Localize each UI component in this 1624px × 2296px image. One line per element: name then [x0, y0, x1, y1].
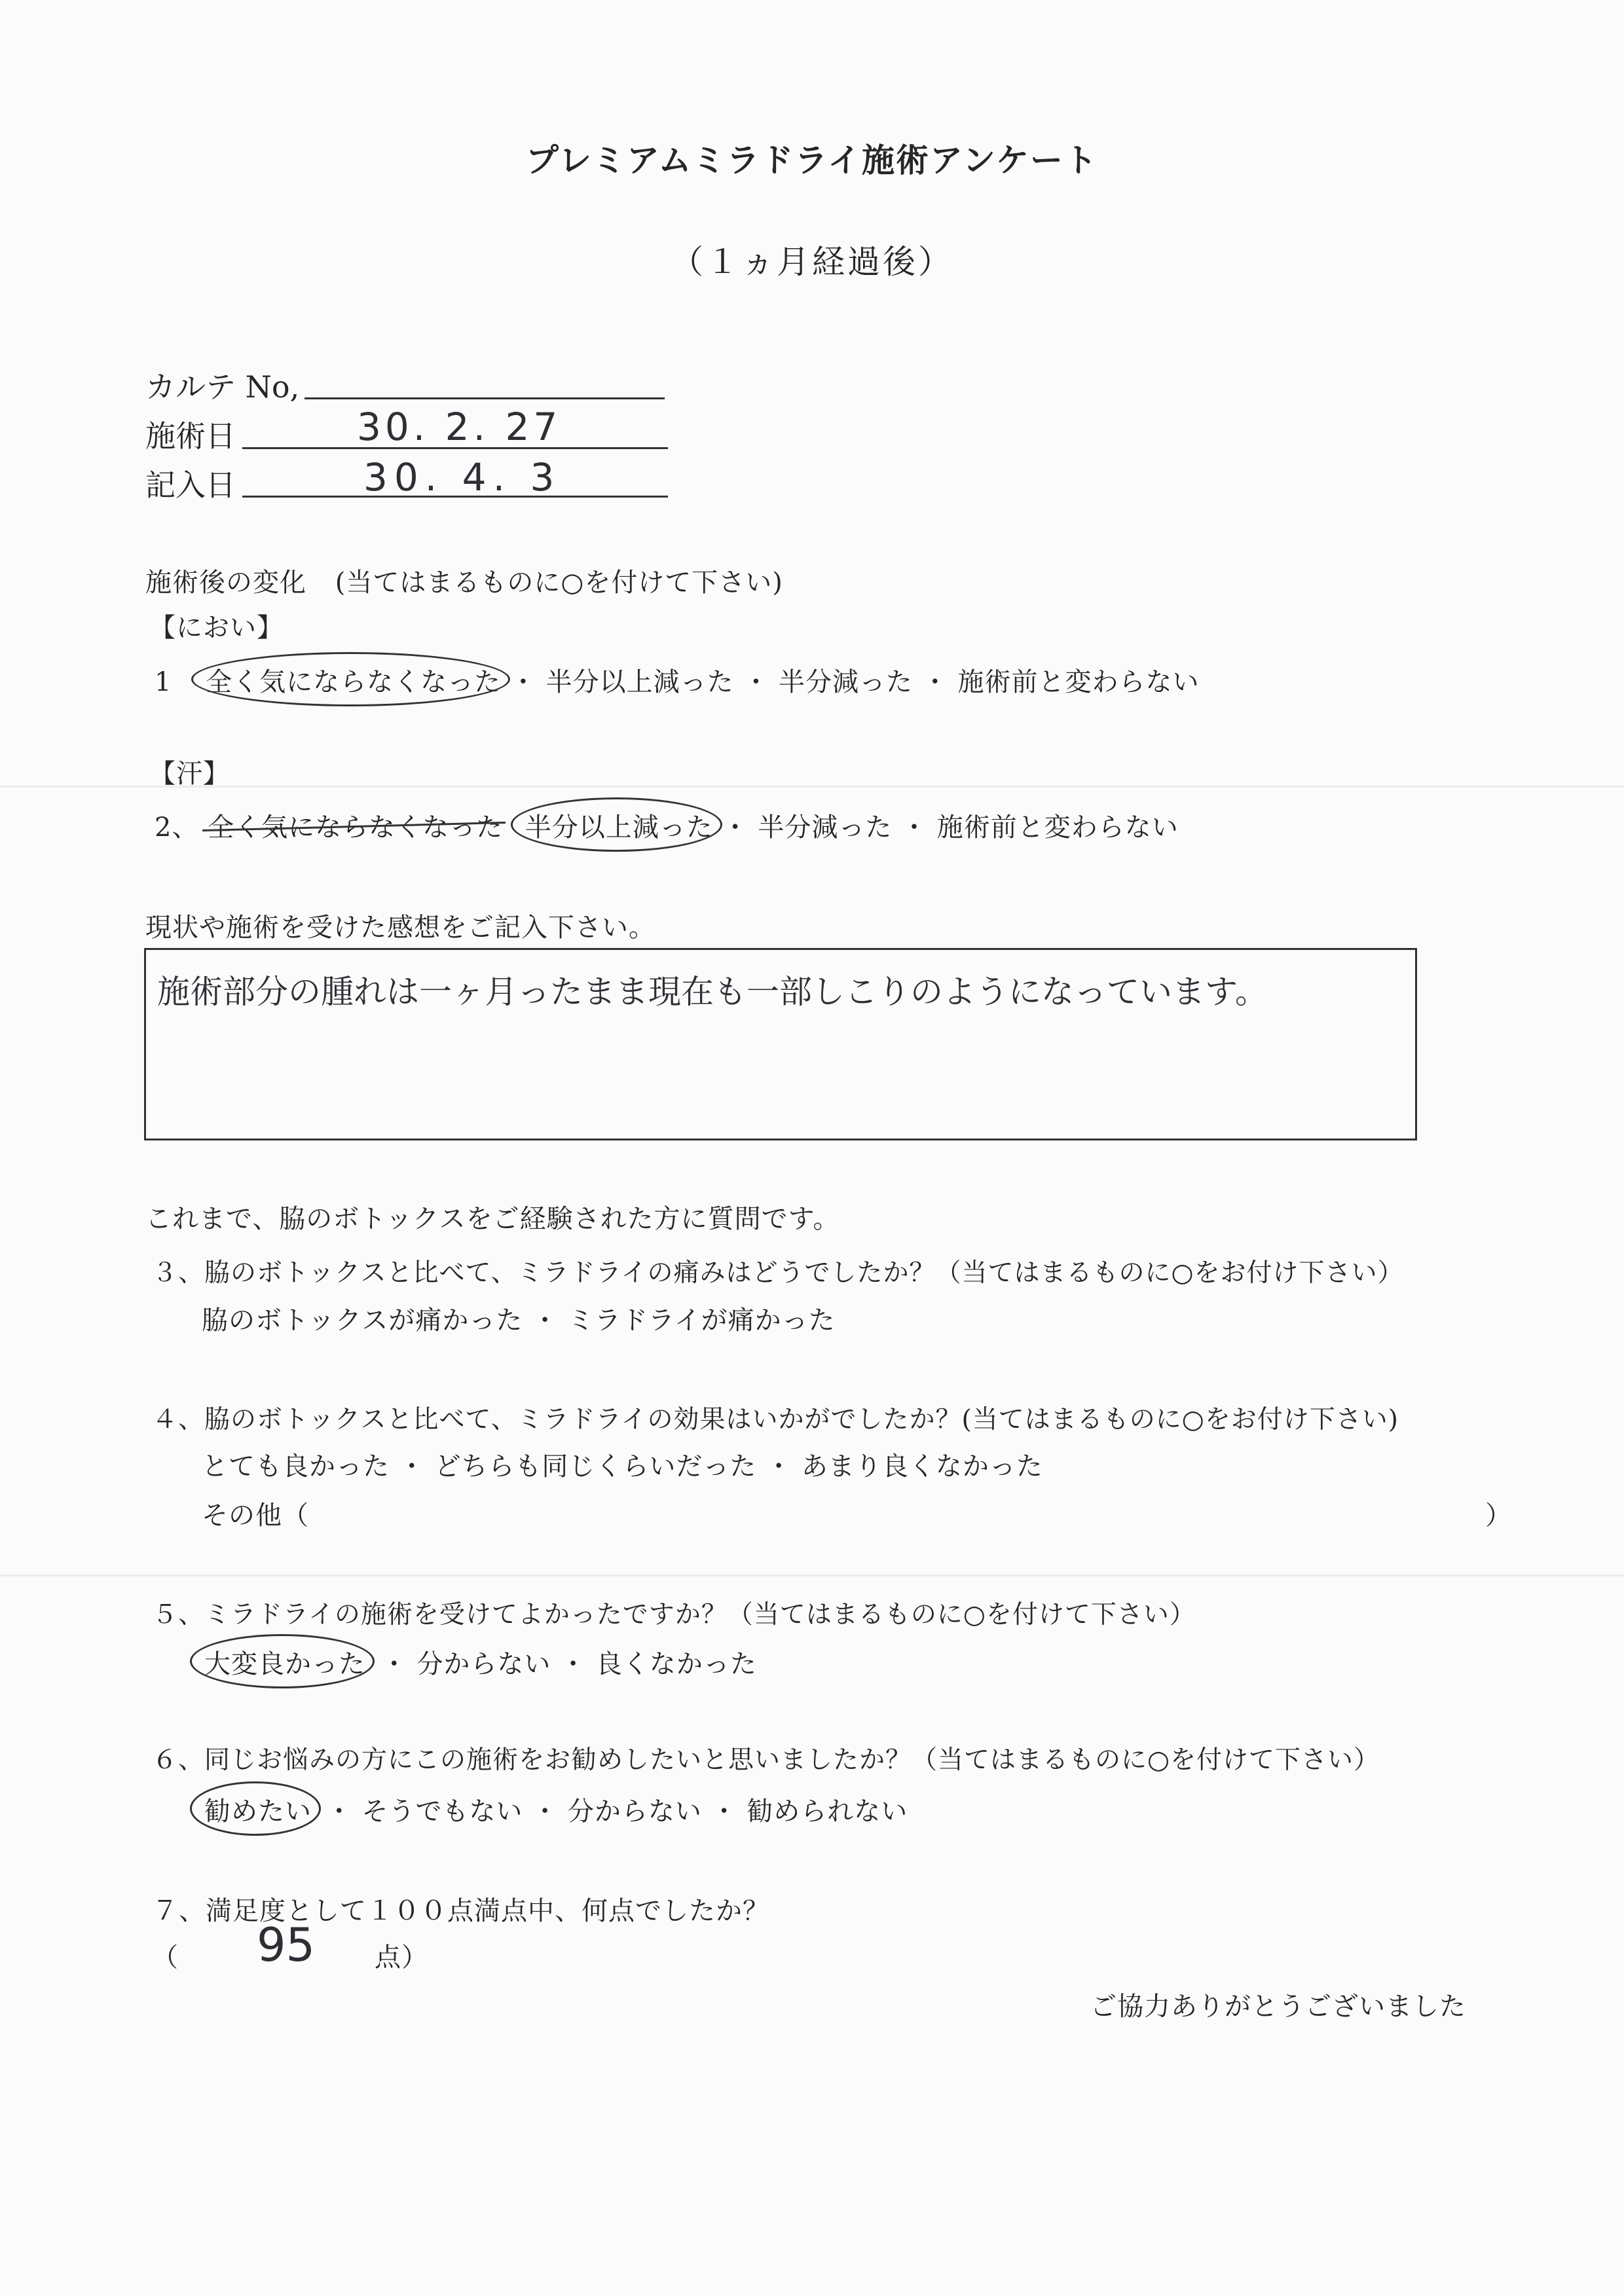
treatment-date-value[interactable]: 30. 2. 27	[357, 405, 562, 449]
q6-option-recommend[interactable]: 勧めたい	[204, 1791, 312, 1828]
changes-heading	[145, 562, 783, 599]
q4-text: ４、脇のボトックスと比べて、ミラドライの効果はいかがでしたか？(当てはまるものに○をお付け下さい)	[152, 1405, 1399, 1434]
chart-no-label: カルテ No,	[145, 369, 300, 405]
odor-option-half-plus[interactable]: 半分以上減った	[545, 667, 734, 697]
chart-no-line	[304, 397, 665, 399]
treatment-date-label: 施術日	[145, 418, 236, 454]
sweat-option-half[interactable]: 半分減った	[758, 812, 893, 843]
q5-option-very-good[interactable]: 大変良かった	[204, 1643, 365, 1681]
q5-text: ５、ミラドライの施術を受けてよかったですか？（当てはまるものに○を付けて下さい）	[152, 1600, 1196, 1630]
q7-open: （	[152, 1942, 179, 1973]
q4-other-close: ）	[1485, 1501, 1512, 1531]
q4-option-same[interactable]: どちらも同じくらいだった	[434, 1451, 757, 1482]
odor-question: 1 全く気にならなくなった ・ 半分以上減った ・ 半分減った ・ 施術前と変わらない	[155, 661, 1199, 699]
sweat-question: 2、 全く気にならなくなった 半分以上減った ・ 半分減った ・ 施術前と変わらない	[155, 807, 1179, 844]
odor-label: 【におい】	[149, 613, 284, 643]
q4-option-very-good[interactable]: とても良かった	[202, 1451, 390, 1482]
sweat-option-unchanged[interactable]: 施術前と変わらない	[936, 812, 1179, 843]
q6-option-not-really[interactable]: そうでもない	[361, 1796, 523, 1827]
sweat-number: 2	[155, 812, 172, 843]
comments-prompt: 現状や施術を受けた感想をご記入下さい。	[145, 913, 655, 943]
q6-options: 勧めたい ・ そうでもない ・ 分からない ・ 勧められない	[204, 1791, 908, 1828]
entry-date-value[interactable]: 30. 4. 3	[363, 455, 561, 500]
page-subtitle: （１ヵ月経過後）	[671, 243, 953, 281]
sweat-option-none[interactable]: 全く気にならなくなった	[208, 807, 503, 844]
q3-text: ３、脇のボトックスと比べて、ミラドライの痛みはどうでしたか？（当てはまるものに○をお付け下さい）	[152, 1258, 1404, 1288]
q6-option-cannot[interactable]: 勧められない	[747, 1796, 908, 1827]
q6-text: ６、同じお悩みの方にこの施術をお勧めしたいと思いましたか？（当てはまるものに○を付けて下さい）	[152, 1745, 1380, 1775]
q4-other-label: その他（	[202, 1501, 309, 1531]
q4-option-not-good[interactable]: あまり良くなかった	[801, 1451, 1043, 1482]
q5-option-not-good[interactable]: 良くなかった	[595, 1649, 757, 1679]
sweat-option-half-plus[interactable]: 半分以上減った	[525, 807, 713, 844]
q5-options: 大変良かった ・ 分からない ・ 良くなかった	[204, 1643, 757, 1681]
q7-unit: 点）	[375, 1942, 428, 1973]
page-title: プレミアムミラドライ施術アンケート	[526, 141, 1098, 179]
q5-option-unsure[interactable]: 分からない	[416, 1649, 551, 1679]
changes-heading-text: 施術後の変化	[145, 568, 306, 598]
entry-date-label: 記入日	[145, 467, 236, 503]
q4-options: とても良かった ・ どちらも同じくらいだった ・ あまり良くなかった	[202, 1446, 1043, 1483]
q6-option-unsure[interactable]: 分からない	[567, 1796, 702, 1827]
closing-message: ご協力ありがとうございました	[1090, 1992, 1466, 2022]
q7-text: ７、満足度として１００点満点中、何点でしたか？	[152, 1896, 769, 1926]
comments-answer: 施術部分の腫れは一ヶ月ったまま現在も一部しこりのようになっています。	[157, 973, 1268, 1011]
changes-instruction: (当てはまるものに○を付けて下さい)	[335, 568, 783, 598]
odor-option-none[interactable]: 全く気にならなくなった	[206, 661, 501, 699]
sweat-label: 【汗】	[149, 759, 230, 789]
q3-option-miradry[interactable]: ミラドライが痛かった	[567, 1305, 836, 1336]
q3-option-botox[interactable]: 脇のボトックスが痛かった	[202, 1305, 523, 1336]
q3-options: 脇のボトックスが痛かった ・ ミラドライが痛かった	[202, 1300, 836, 1337]
botox-intro: これまで、脇のボトックスをご経験された方に質問です。	[145, 1204, 840, 1234]
odor-number: 1	[155, 667, 172, 697]
odor-option-half[interactable]: 半分減った	[779, 667, 913, 697]
odor-option-unchanged[interactable]: 施術前と変わらない	[957, 667, 1200, 697]
q7-score[interactable]: 95	[257, 1918, 316, 1972]
paper-fold	[0, 1575, 1624, 1576]
paper-fold	[0, 786, 1624, 788]
